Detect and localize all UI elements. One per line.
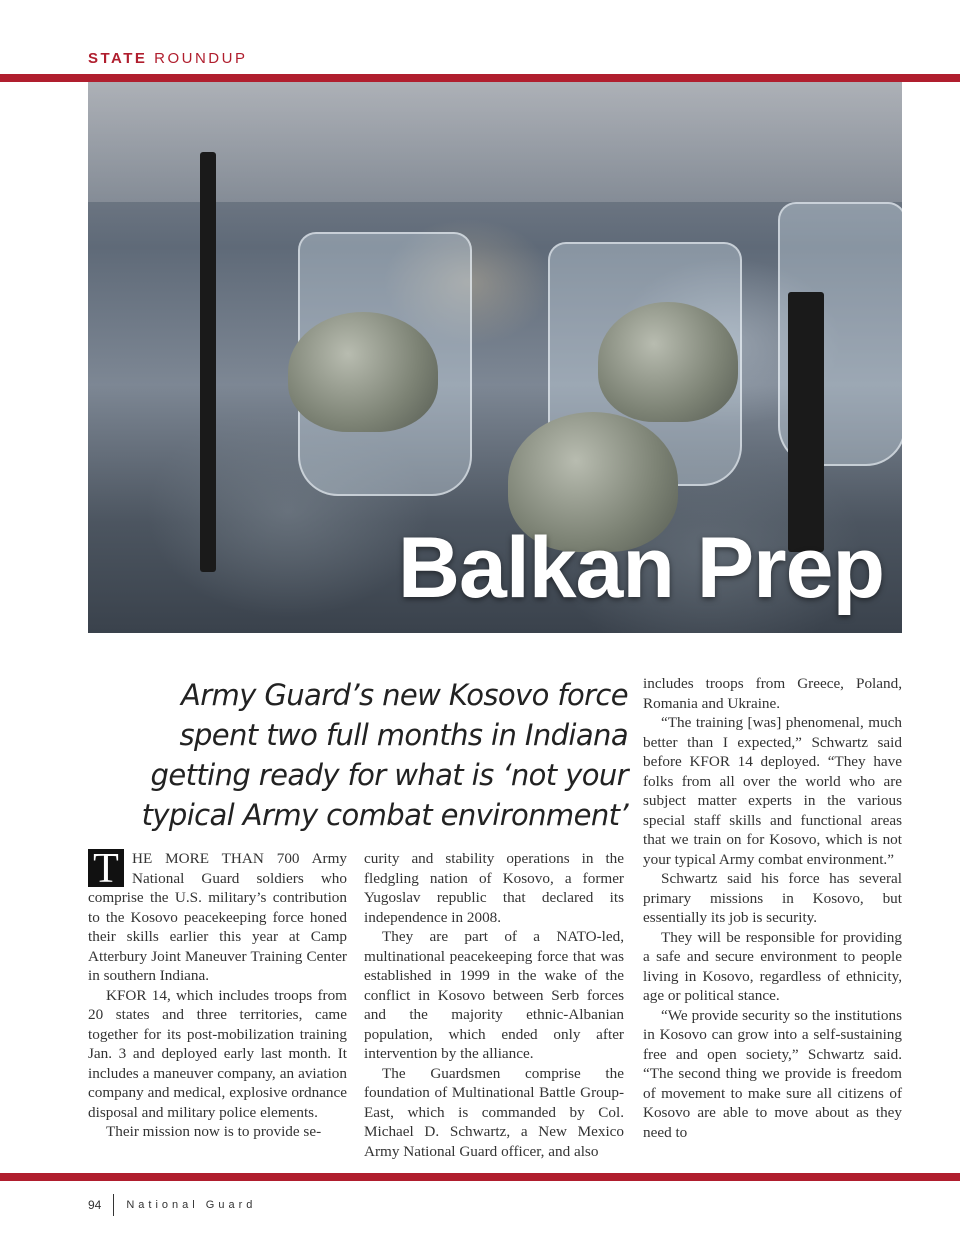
article-column-3 <box>643 674 902 1160</box>
deck-line: typical Army combat environment’ <box>141 798 628 832</box>
article-column-2 <box>364 849 624 1159</box>
paragraph: Their mission now is to provide se- <box>106 1123 322 1140</box>
article-deck <box>110 675 628 835</box>
paragraph: curity and stability operations in the fledgling nation of Kosovo, a former Yugoslav republic that declared its independence in 2008. <box>364 850 624 926</box>
page-number: 94 <box>88 1198 102 1212</box>
page-footer <box>88 1194 256 1216</box>
paragraph-text: HE MORE THAN 700 Army National Guard soldiers who comprise the U.S. military’s contribution to the Kosovo peacekeeping force honed their skills earlier this year at Camp Atterbury Joint Maneuver Training Center in southern Indiana. <box>88 850 347 984</box>
paragraph: Schwartz said his force has several primary missions in Kosovo, but essentially its job is security. <box>643 870 902 926</box>
paragraph: They will be responsible for providing a safe and secure environment to people living in Kosovo, regardless of ethnicity, age or political stance. <box>643 928 902 1004</box>
deck-line: getting ready for what is ‘not your <box>150 758 628 792</box>
paragraph: KFOR 14, which includes troops from 20 states and three territories, came together for its post-mobilization training Jan. 3 and deployed early last month. It includes a maneuver company, an aviation company and medical, explosive ordnance disposal and military police elements. <box>88 986 347 1121</box>
deck-line: spent two full months in Indiana <box>179 718 628 752</box>
footer-divider <box>113 1194 114 1216</box>
section-label <box>88 50 247 67</box>
helmet <box>288 312 438 432</box>
rifle <box>788 292 824 552</box>
bottom-rule <box>0 1173 960 1181</box>
drop-cap: T <box>88 849 124 887</box>
paragraph: The Guardsmen comprise the foundation of Multinational Battle Group-East, which is commanded by Col. Michael D. Schwartz, a New Mexico Army National Guard officer, and also <box>364 1064 624 1160</box>
paragraph: They are part of a NATO-led, multinational peacekeeping force that was established in 1999 in the wake of the conflict in Kosovo between Serb forces and the majority ethnic-Albanian population, which ended only after intervention by the alliance. <box>364 928 624 1062</box>
section-label-rest: ROUNDUP <box>154 50 248 67</box>
hero-photo <box>88 82 902 633</box>
paragraph <box>88 846 347 986</box>
helmet <box>598 302 738 422</box>
deck-line: Army Guard’s new Kosovo force <box>180 678 628 712</box>
photo-title: Balkan Prep <box>397 520 884 616</box>
paragraph: “The training [was] phenomenal, much better than I expected,” Schwartz said before KFOR 14 deployed. “They have folks from all over the world who are subject matter experts in the various special staff skills and functional areas that we train on for Kosovo, which is not your typical Army combat environment.” <box>643 714 902 868</box>
article-column-1 <box>88 846 347 1159</box>
paragraph: “We provide security so the institutions in Kosovo can grow into a self-sustaining free and open society,” Schwartz said. “The second thing we provide is freedom of movement to make sure all citizens of Kosovo are able to move about as they need to <box>643 1006 902 1141</box>
paragraph: includes troops from Greece, Poland, Romania and Ukraine. <box>643 675 902 712</box>
top-rule <box>0 74 960 82</box>
rifle <box>200 152 216 572</box>
publication-name: National Guard <box>126 1199 257 1211</box>
section-label-bold: STATE <box>88 50 148 67</box>
